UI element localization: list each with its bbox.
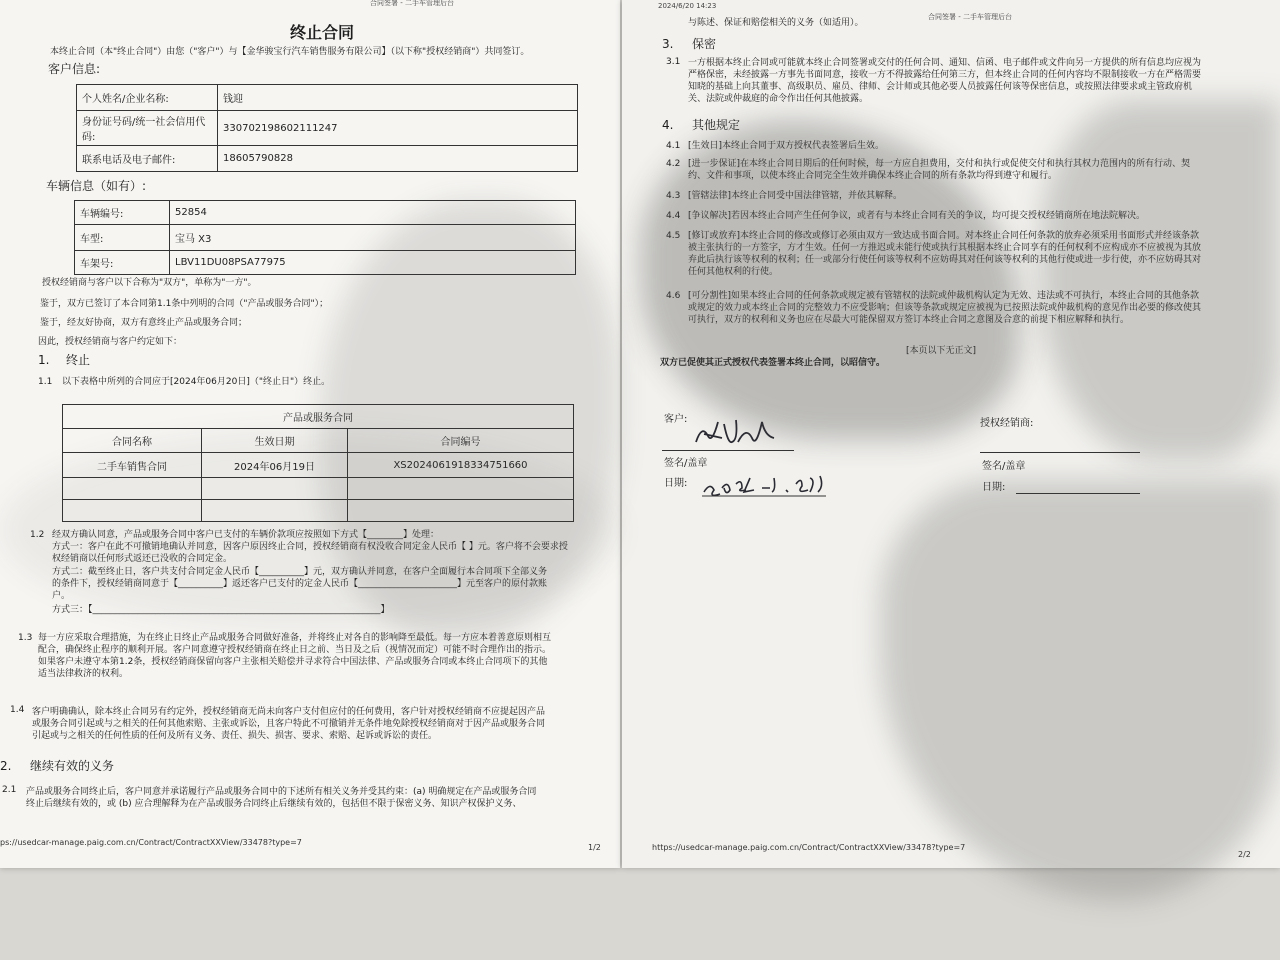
- clause-1-2-number: 1.2: [30, 530, 45, 540]
- table-row: [77, 111, 578, 146]
- section-4-clauses: [666, 140, 1266, 334]
- clause-number: 4.1: [666, 141, 681, 151]
- clause-line: 权经销商以任何形式返还已没收的合同定金。: [52, 554, 233, 564]
- clause-4-2: [666, 158, 1266, 190]
- dealer-date-line: [1016, 493, 1140, 494]
- clause-1-1-text: 以下表格中所列的合同应于[2024年06月20日]（"终止日"）终止。: [62, 377, 331, 387]
- table-row: [75, 251, 576, 275]
- table-row-empty: [63, 500, 574, 522]
- section-1-title: 终止: [66, 353, 91, 367]
- clause-number: 4.5: [666, 231, 681, 241]
- contract-page-1: [0, 0, 620, 868]
- dealer-sign-label: 签名/盖章: [982, 461, 1026, 472]
- clause-3-1-text: [688, 57, 1268, 105]
- vin-value: LBV11DU08PSA77975: [170, 251, 576, 275]
- section-2-title: 继续有效的义务: [30, 759, 115, 773]
- vehicle-model-label: 车型:: [75, 225, 170, 251]
- clause-line: [修订或放弃]本终止合同的修改或修订必须由双方一致达成书面合同。对本终止合同任何条款的放弃必须采用书面形式并经该条款: [688, 231, 1200, 241]
- clause-line: 弃此后执行该等权利的权利；任一或部分行使任何该等权利不应妨碍其对任何该等权利的其他行使或进一步行使，亦不应妨碍其对: [688, 255, 1202, 265]
- customer-phone-value: 18605790828: [218, 146, 578, 172]
- table-row: [63, 453, 574, 478]
- customer-id-value: 330702198602111247: [218, 111, 578, 146]
- clause-line: 方式一：客户在此不可撤销地确认并同意，因客户原因终止合同，授权经销商有权没收合同定金人民币【 】元。客户将不会要求授: [52, 542, 568, 552]
- column-header-contract-name: 合同名称: [63, 429, 202, 453]
- page-title: 终止合同: [290, 23, 355, 42]
- customer-sign-label: 签名/盖章: [664, 458, 708, 469]
- section-1-number: 1.: [38, 353, 50, 367]
- section-4-title: 其他规定: [692, 118, 741, 132]
- vin-label: 车架号:: [75, 251, 170, 275]
- clause-line: 如果客户未遵守本第1.2条，授权经销商保留向客户主张相关赔偿并寻求符合中国法律、产品或服务合同或本终止合同项下的其他: [38, 657, 548, 667]
- clause-1-4-text: [32, 706, 610, 742]
- witness-statement: 双方已促使其正式授权代表签署本终止合同，以昭信守。: [660, 358, 886, 368]
- cell-contract-name: 二手车销售合同: [63, 453, 202, 478]
- clause-1-4-number: 1.4: [10, 705, 25, 715]
- clause-line: 严格保密，未经披露一方事先书面同意，接收一方不得披露给任何第三方，但本终止合同的任何内容均不限制接收一方在严格需要: [688, 70, 1202, 80]
- column-header-contract-number: 合同编号: [348, 429, 574, 453]
- table-row: [75, 225, 576, 251]
- footer-url: https://usedcar-manage.paig.com.cn/Contract/ContractXXView/33478?type=7: [652, 843, 966, 852]
- contracts-table: [62, 404, 574, 522]
- clause-line: 的条件下，授权经销商同意于【__________】返还客户已支付的定金人民币【______________________】元至客户的原付款账: [52, 579, 548, 589]
- dealer-label: 授权经销商:: [980, 418, 1034, 429]
- column-header-effective-date: 生效日期: [202, 429, 348, 453]
- table-row: [77, 146, 578, 172]
- customer-handwritten-date: [700, 470, 832, 500]
- contract-page-2: [622, 0, 1280, 868]
- cell-effective-date: 2024年06月19日: [202, 453, 348, 478]
- clause-1-2-text: [52, 529, 612, 616]
- clause-line: 方式三：【________________________________________________________________】: [52, 605, 390, 615]
- customer-info-heading: 客户信息:: [48, 62, 101, 76]
- page-number: 1/2: [588, 843, 601, 852]
- section-3-title: 保密: [692, 37, 717, 51]
- footer-url: ps://usedcar-manage.paig.com.cn/Contract/ContractXXView/33478?type=7: [0, 838, 302, 847]
- clause-1-3-number: 1.3: [18, 633, 33, 643]
- clause-1-1-number: 1.1: [38, 377, 53, 387]
- cell-contract-number: XS2024061918334751660: [348, 453, 574, 478]
- clause-line: [管辖法律]本终止合同受中国法律管辖，并依其解释。: [688, 191, 903, 201]
- clause-line: 配合，确保终止程序的顺利开展。客户同意遵守授权经销商在终止日之前、当日及之后（视情况而定）可能不时合理作出的指示。: [38, 645, 552, 655]
- clause-line: [进一步保证]在本终止合同日期后的任何时候，每一方应自担费用，交付和执行或促使交付和执行其权力范围内的所有行动、契: [688, 159, 1191, 169]
- customer-name-value: 钱迎: [218, 85, 578, 111]
- page-header: 合同签署 - 二手车管理后台: [370, 0, 454, 7]
- section-3-number: 3.: [662, 37, 674, 51]
- clause-line: [生效日]本终止合同于双方授权代表签署后生效。: [688, 141, 885, 151]
- clause-line: 任何其他权利的行使。: [688, 267, 779, 277]
- clause-line: 被主张执行的一方签字，方才生效。任何一方推迟或未能行使或执行其根据本终止合同享有的任何权利不应构成亦不应被视为其放: [688, 243, 1202, 253]
- carried-over-text: 与陈述、保证和赔偿相关的义务（如适用）。: [688, 18, 864, 28]
- clause-4-1: [666, 140, 1266, 158]
- clause-line: 关、法院或仲裁庭的命令作出任何其他披露。: [688, 94, 869, 104]
- vehicle-number-label: 车辆编号:: [75, 201, 170, 225]
- table-title-row: [63, 405, 574, 429]
- clause-number: 4.4: [666, 211, 681, 221]
- customer-label: 客户:: [664, 414, 688, 425]
- page-number: 2/2: [1238, 850, 1251, 859]
- clause-line: 经双方确认同意，产品或服务合同中客户已支付的车辆价款项应按照如下方式【________】处理：: [52, 530, 440, 540]
- customer-signature-line: [662, 450, 794, 451]
- blank-below-note: [本页以下无正文]: [906, 346, 977, 356]
- vehicle-info-table: [74, 200, 576, 275]
- customer-name-label: 个人姓名/企业名称:: [77, 85, 218, 111]
- clause-line: 一方根据本终止合同或可能就本终止合同签署或交付的任何合同、通知、信函、电子邮件或文件向另一方提供的所有信息均应视为: [688, 58, 1202, 68]
- clause-2-1-text: [26, 786, 616, 810]
- clause-line: 约、文件和事项，以使本终止合同完全生效并确保本终止合同的所有条款均得到遵守和履行。: [688, 171, 1058, 181]
- clause-line: [可分割性]如果本终止合同的任何条款或规定被有管辖权的法院或仲裁机构认定为无效、违法或不可执行，本终止合同的其他条款: [688, 291, 1200, 301]
- clause-line: 适当法律救济的权利。: [38, 669, 129, 679]
- clause-line: 或服务合同引起或与之相关的任何其他索赔、主张或诉讼，且客户特此不可撤销并无条件地免除授权经销商对于因产品或服务合同: [32, 719, 546, 729]
- clause-line: 每一方应采取合理措施，为在终止日终止产品或服务合同做好准备，并将终止对各自的影响降至最低。每一方应本着善意原则相互: [38, 633, 552, 643]
- therefore-clause: 因此，授权经销商与客户约定如下：: [38, 337, 183, 347]
- clause-line: [争议解决]若因本终止合同产生任何争议，或者有与本终止合同有关的争议，均可提交授权经销商所在地法院解决。: [688, 211, 1146, 221]
- customer-info-table: [76, 84, 578, 172]
- clause-line: 客户明确确认，除本终止合同另有约定外，授权经销商无尚未向客户支付但应付的任何费用，客户针对授权经销商不应提起因产品: [32, 707, 546, 717]
- section-4-number: 4.: [662, 118, 674, 132]
- section-2-number: 2.: [0, 759, 12, 773]
- table-row-empty: [63, 478, 574, 500]
- vehicle-number-value: 52854: [170, 201, 576, 225]
- clause-number: 4.6: [666, 291, 681, 301]
- table-row: [75, 201, 576, 225]
- clause-line: 方式二：截至终止日，客户共支付合同定金人民币【__________】元，双方确认并同意，在客户全面履行本合同项下全部义务: [52, 567, 548, 577]
- clause-line: 可执行，双方的权利和义务也应在尽最大可能保留双方签订本终止合同之意图及合意的前提下相应解释和执行。: [688, 315, 1130, 325]
- parties-definition: 授权经销商与客户以下合称为"双方"，单称为"一方"。: [42, 278, 257, 288]
- table-row: [77, 85, 578, 111]
- table-header-row: [63, 429, 574, 453]
- customer-date-label: 日期:: [664, 478, 688, 489]
- clause-line: 知晓的基础上向其董事、高级职员、雇员、律师、会计师或其他必要人员披露任何该等保密信息，或按照法律要求或主管政府机: [688, 82, 1193, 92]
- clause-line: 户。: [52, 591, 71, 601]
- clause-4-6: [666, 290, 1266, 334]
- customer-phone-label: 联系电话及电子邮件:: [77, 146, 218, 172]
- clause-3-1-number: 3.1: [666, 57, 681, 67]
- vehicle-info-heading: 车辆信息（如有）:: [46, 179, 147, 193]
- print-timestamp: 2024/6/20 14:23: [658, 2, 717, 10]
- clause-1-3-text: [38, 632, 608, 680]
- contracts-table-title: 产品或服务合同: [63, 405, 574, 429]
- clause-4-5: [666, 230, 1266, 290]
- clause-4-4: [666, 210, 1266, 230]
- clause-2-1-number: 2.1: [2, 785, 17, 795]
- clause-number: 4.2: [666, 159, 681, 169]
- whereas-clause-1: 鉴于，双方已签订了本合同第1.1条中列明的合同（"产品或服务合同"）；: [40, 299, 329, 309]
- clause-4-3: [666, 190, 1266, 210]
- clause-line: 引起或与之相关的任何性质的任何及所有义务、责任、损失、损害、要求、索赔、起诉或诉讼的责任。: [32, 731, 438, 741]
- clause-line: 终止后继续有效的，或 (b) 应合理解释为在产品或服务合同终止后继续有效的，包括但不限于保密义务、知识产权保护义务、: [26, 799, 522, 809]
- dealer-signature-line: [980, 452, 1140, 453]
- clause-line: 或规定的效力或本终止合同的完整效力不应受影响；但该等条款或规定应被视为已按照法院或仲裁机构的意见作出必要的修改使其: [688, 303, 1202, 313]
- vehicle-model-value: 宝马 X3: [170, 225, 576, 251]
- intro-text: 本终止合同（本"终止合同"）由您（"客户"）与【金华骏宝行汽车销售服务有限公司】（以下称"授权经销商"）共同签订。: [50, 47, 530, 57]
- dealer-date-label: 日期:: [982, 482, 1006, 493]
- clause-line: 产品或服务合同终止后，客户同意并承诺履行产品或服务合同中的下述所有相关义务并受其约束：(a) 明确规定在产品或服务合同: [26, 787, 537, 797]
- customer-id-label: 身份证号码/统一社会信用代码:: [77, 111, 218, 146]
- whereas-clause-2: 鉴于，经友好协商，双方有意终止产品或服务合同；: [40, 318, 248, 328]
- clause-number: 4.3: [666, 191, 681, 201]
- page-header: 合同签署 - 二手车管理后台: [928, 13, 1012, 21]
